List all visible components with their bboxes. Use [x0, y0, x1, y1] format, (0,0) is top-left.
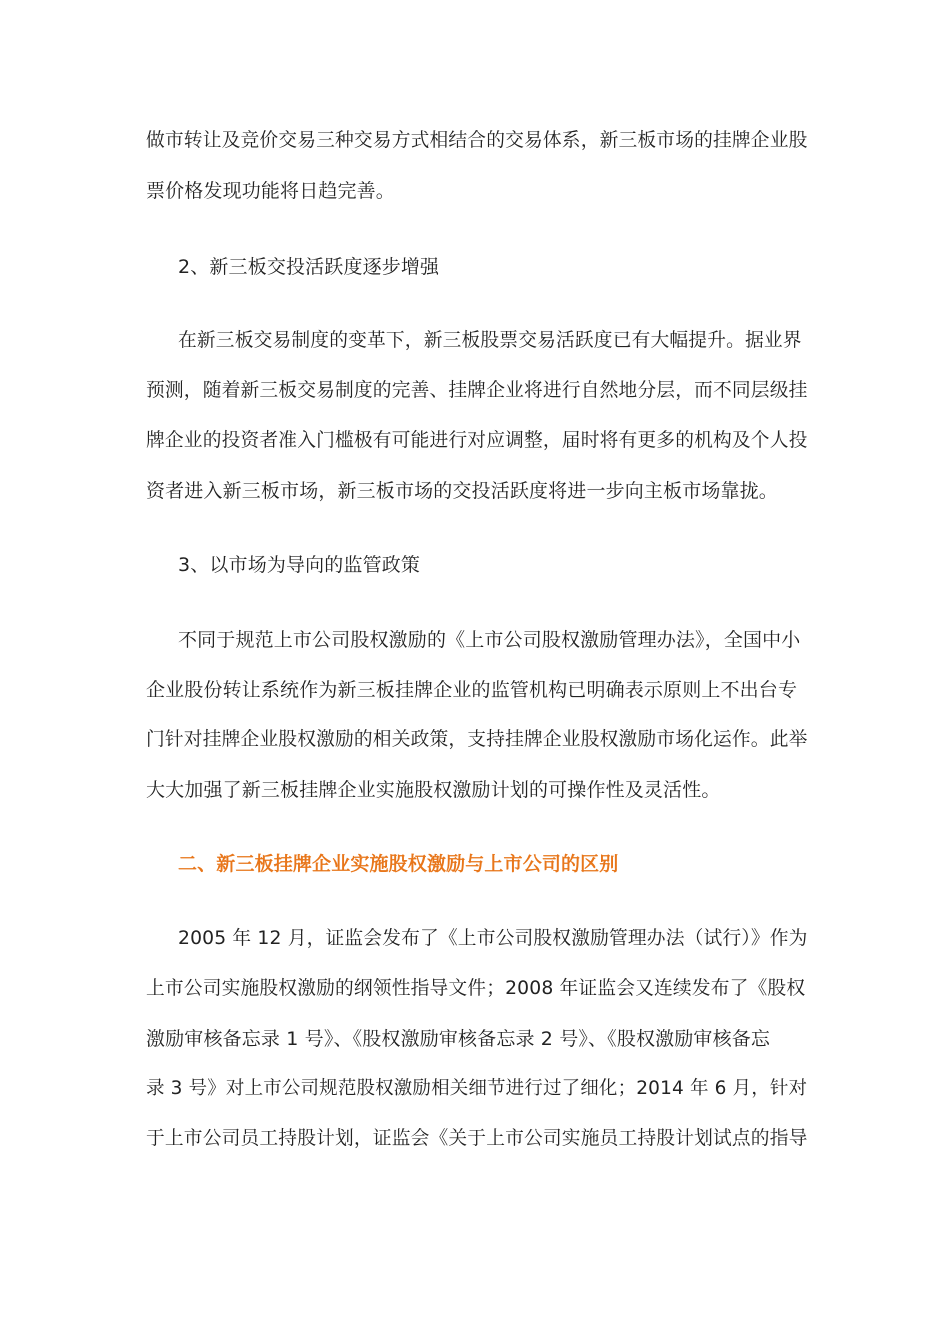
paragraph-line: 票价格发现功能将日趋完善。	[146, 180, 395, 202]
paragraph-line: 上市公司实施股权激励的纲领性指导文件；2008 年证监会又连续发布了《股权	[146, 978, 806, 999]
paragraph-line: 大大加强了新三板挂牌企业实施股权激励计划的可操作性及灵活性。	[146, 779, 721, 801]
paragraph-line: 录 3 号》对上市公司规范股权激励相关细节进行过了细化；2014 年 6 月，针对	[146, 1078, 808, 1099]
paragraph-line: 在新三板交易制度的变革下，新三板股票交易活跃度已有大幅提升。据业界	[178, 330, 802, 351]
paragraph-line: 企业股份转让系统作为新三板挂牌企业的监管机构已明确表示原则上不出台专	[146, 679, 798, 701]
paragraph-line: 门针对挂牌企业股权激励的相关政策，支持挂牌企业股权激励市场化运作。此举	[146, 729, 808, 750]
paragraph-line: 不同于规范上市公司股权激励的《上市公司股权激励管理办法》，全国中小	[178, 629, 801, 651]
section-heading: 二、新三板挂牌企业实施股权激励与上市公司的区别	[178, 853, 619, 875]
paragraph-line: 预测，随着新三板交易制度的完善、挂牌企业将进行自然地分层，而不同层级挂	[146, 380, 808, 401]
paragraph-line: 于上市公司员工持股计划，证监会《关于上市公司实施员工持股计划试点的指导	[146, 1128, 808, 1149]
paragraph-line: 资者进入新三板市场，新三板市场的交投活跃度将进一步向主板市场靠拢。	[146, 480, 778, 502]
paragraph-line: 2005 年 12 月，证监会发布了《上市公司股权激励管理办法（试行）》作为	[178, 928, 808, 949]
subheading-3: 3、以市场为导向的监管政策	[178, 554, 421, 576]
paragraph-line: 激励审核备忘录 1 号》、《股权激励审核备忘录 2 号》、《股权激励审核备忘	[146, 1028, 771, 1050]
paragraph-line: 牌企业的投资者准入门槛极有可能进行对应调整，届时将有更多的机构及个人投	[146, 430, 808, 451]
subheading-2: 2、新三板交投活跃度逐步增强	[178, 256, 440, 278]
paragraph-line: 做市转让及竞价交易三种交易方式相结合的交易体系，新三板市场的挂牌企业股	[146, 130, 808, 151]
